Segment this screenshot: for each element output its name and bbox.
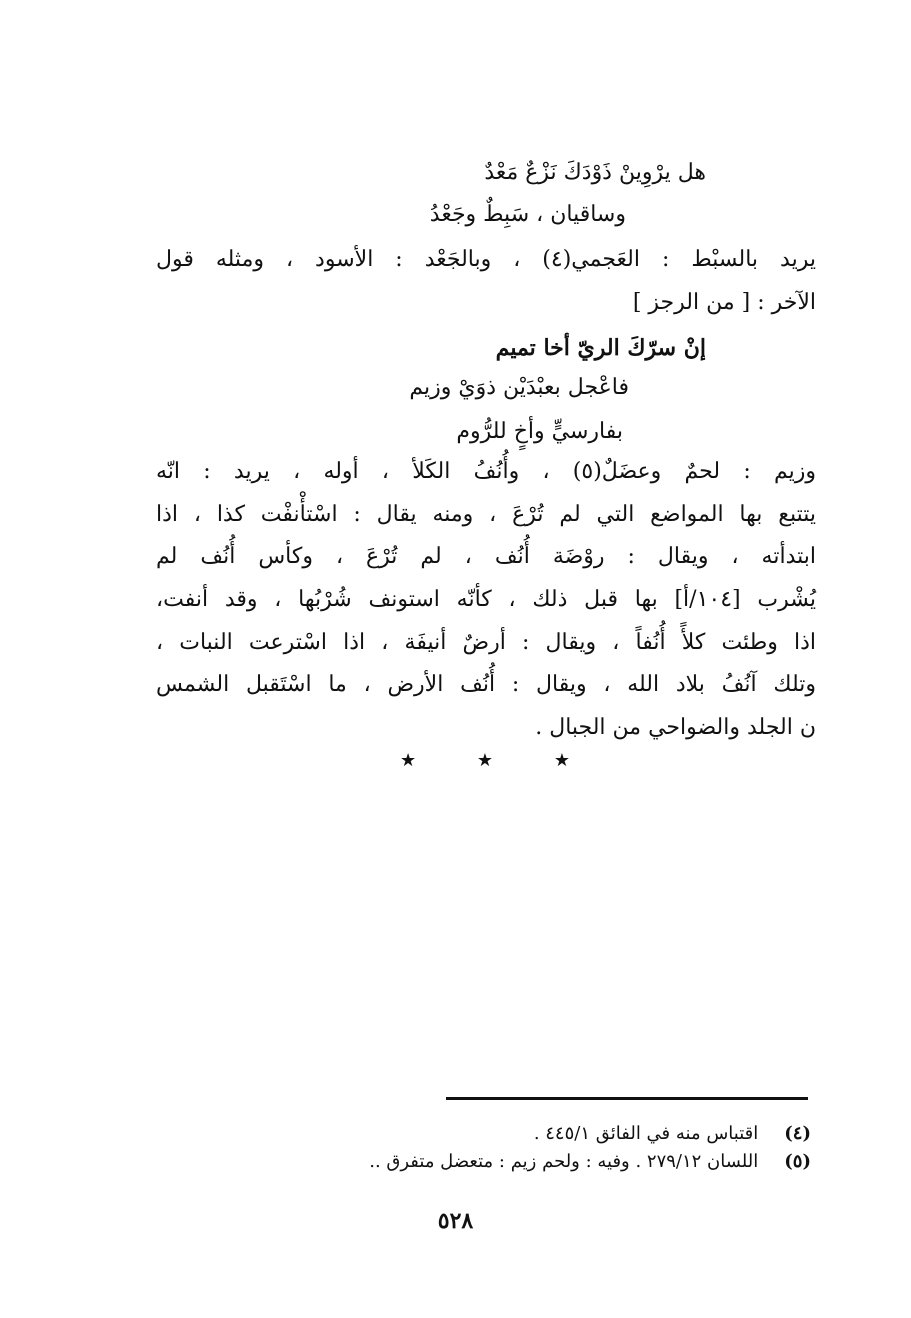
section-divider-stars	[400, 750, 570, 771]
text-line: اذا وطئت كلأً أُنُفاً ، ويقال : أرضٌ أنيفَة ، اذا اسْترعت النبات ،	[156, 630, 816, 655]
page-number: ٥٢٨	[437, 1208, 474, 1234]
text-line: يريد بالسبْط : العَجمي(٤) ، وبالجَعْد : الأسود ، ومثله قول	[156, 247, 816, 272]
text-line: يُشْرب [١٠٤/أ] بها قبل ذلك ، كأنّه استونف شُرْبُها ، وقد أنفت،	[156, 587, 816, 612]
verse-line: وساقيان ، سَبِطٌ وجَعْدُ	[429, 202, 626, 227]
verse-line: إنْ سرّكَ الريّ أخا تميم	[495, 335, 706, 361]
verse-line: بفارسيٍّ وأخٍ للرُّوم	[456, 419, 623, 444]
star-icon: ★	[476, 750, 494, 771]
footnote-separator	[446, 1097, 808, 1100]
verse-line: هل يرْوِينْ ذَوْدَكَ نَزْعٌ مَعْدٌ	[484, 160, 706, 185]
text-line: وتلك آنُفُ بلاد الله ، ويقال : أُنُف الأرض ، ما اسْتَقبل الشمس	[156, 672, 816, 697]
footnote	[369, 1150, 811, 1174]
text-line: يتتبع بها المواضع التي لم تُرْعَ ، ومنه يقال : اسْتأْنفْت كذا ، اذا	[156, 502, 816, 527]
text-line: ابتدأته ، ويقال : روْضَة أُنُف ، لم تُرْعَ ، وكأس أُنُف لم	[156, 544, 816, 569]
star-icon: ★	[553, 750, 570, 771]
text-line: الآخر : [ من الرجز ]	[632, 290, 816, 315]
footnote-number: (٤)	[784, 1123, 811, 1144]
text-line: وزيم : لحمٌ وعضَلٌ(٥) ، وأُنُفُ الكَلأ ، أوله ، يريد : انّه	[156, 459, 816, 484]
footnote-text: اقتباس منه في الفائق ٤٤٥/١ .	[533, 1123, 759, 1144]
text-line: ن الجلد والضواحي من الجبال .	[535, 715, 816, 740]
footnote	[534, 1122, 811, 1146]
star-icon: ★	[400, 750, 417, 771]
verse-line: فاعْجل بعبْدَيْن ذوَيْ وزيم	[409, 375, 629, 400]
footnote-number: (٥)	[784, 1151, 811, 1172]
footnote-text: اللسان ٢٧٩/١٢ . وفيه : ولحم زيم : متعضل متفرق ..	[369, 1151, 759, 1172]
